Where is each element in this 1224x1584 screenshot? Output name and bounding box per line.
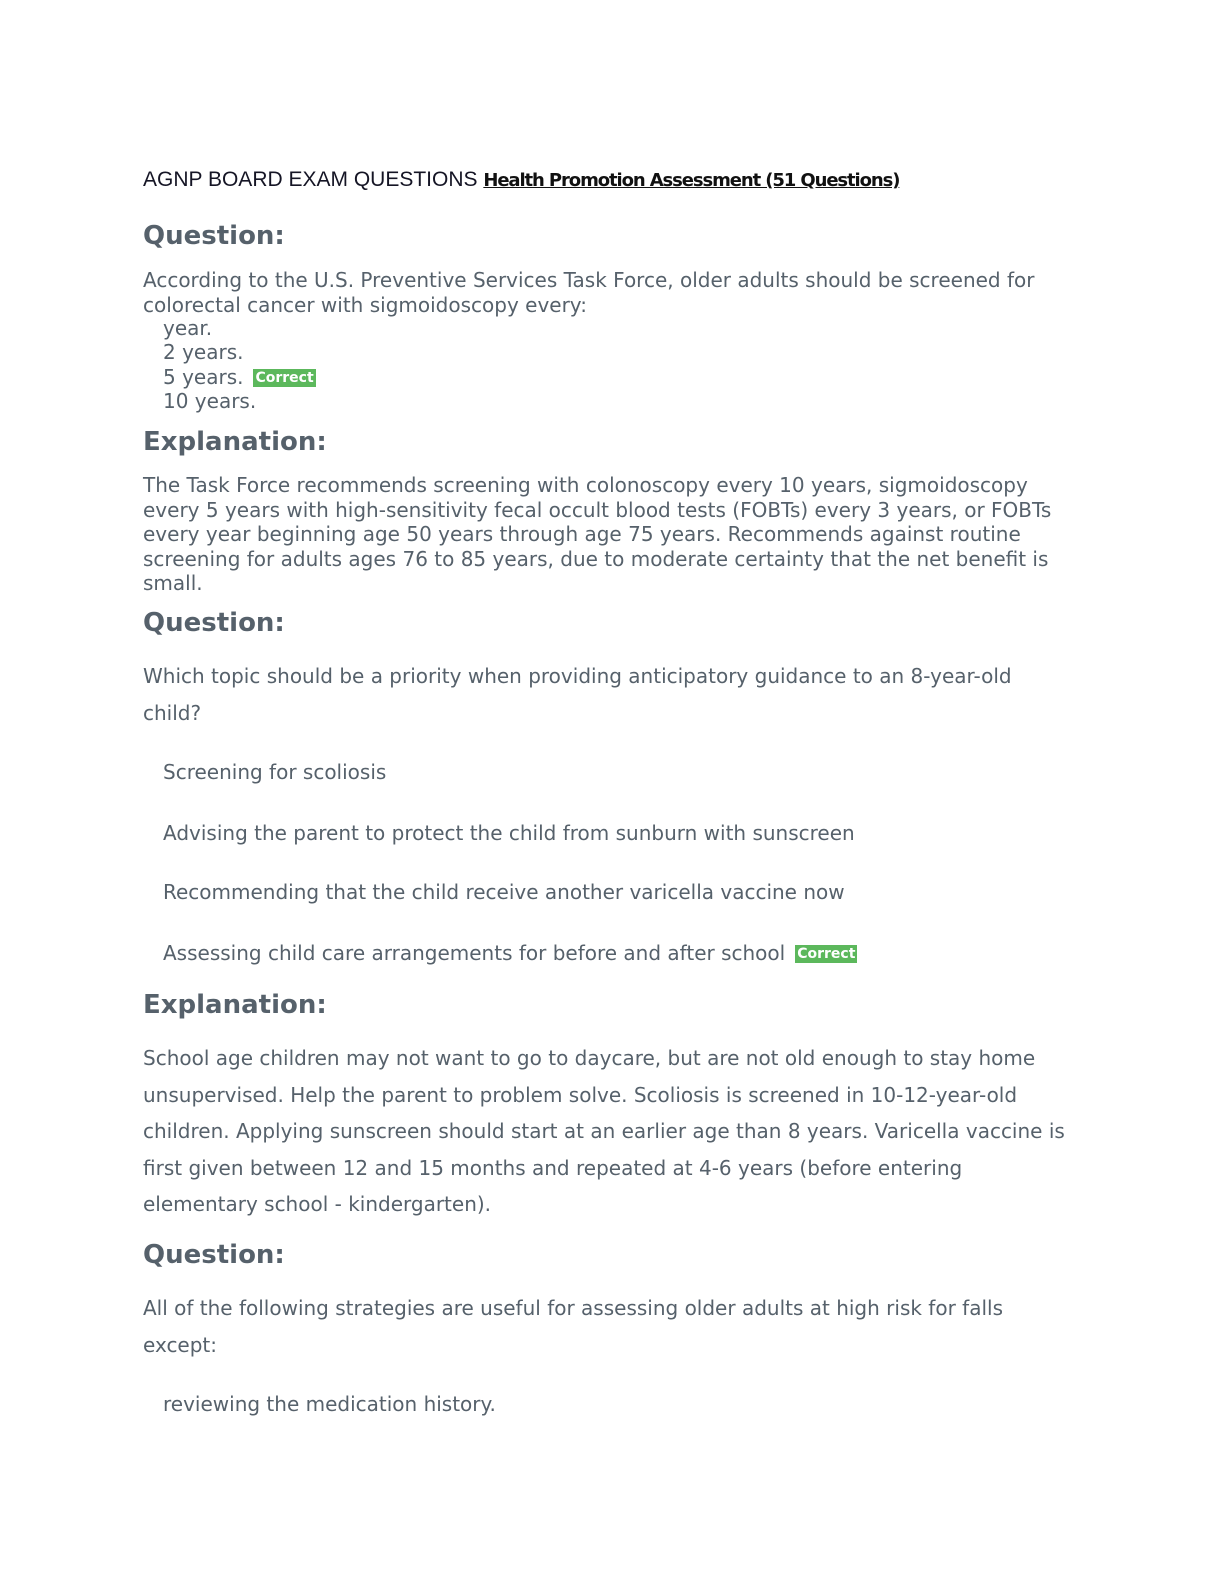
correct-badge: Correct [797, 946, 856, 962]
answer-option-correct: 5 years. Correct [163, 365, 314, 389]
answer-option: Screening for scoliosis [163, 760, 387, 784]
title-main: AGNP BOARD EXAM QUESTIONS [143, 168, 478, 191]
answer-option: 10 years. [163, 389, 257, 413]
explanation-heading: Explanation: [143, 427, 327, 457]
question-text: According to the U.S. Preventive Services Task Force, older adults should be screened for colorectal cancer with sigmoidoscopy every: [143, 268, 1035, 317]
answer-option: 2 years. [163, 340, 244, 364]
document-title [143, 168, 899, 192]
explanation-heading: Explanation: [143, 990, 327, 1020]
correct-badge: Correct [255, 370, 314, 386]
explanation-text: School age children may not want to go to daycare, but are not old enough to stay home unsupervised. Help the parent to problem solve. Scoliosis is screened in 10-12-year-old children. Applying sunscreen should start at an earlier age than 8 years. Varicella vaccine is first given between 12 and 15 months and repeated at 4-6 years (before entering elementary school - kindergarten). [143, 1046, 1065, 1216]
question-heading: Question: [143, 608, 285, 638]
answer-option: Recommending that the child receive another varicella vaccine now [163, 880, 845, 904]
title-subtitle: Health Promotion Assessment (51 Questions) [483, 170, 900, 191]
question-text: Which topic should be a priority when providing anticipatory guidance to an 8-year-old child? [143, 664, 1012, 725]
answer-option: reviewing the medication history. [163, 1392, 496, 1416]
question-heading: Question: [143, 221, 285, 251]
answer-option-correct: Assessing child care arrangements for before and after school Correct [163, 941, 856, 965]
question-heading: Question: [143, 1240, 285, 1270]
answer-option: year. [163, 316, 213, 340]
answer-option: Advising the parent to protect the child from sunburn with sunscreen [163, 821, 855, 845]
explanation-text: The Task Force recommends screening with colonoscopy every 10 years, sigmoidoscopy every 5 years with high-sensitivity fecal occult blood tests (FOBTs) every 3 years, or FOBTs every year beginning age 50 years through age 75 years. Recommends against routine screening for adults ages 76 to 85 years, due to moderate certainty that the net benefit is small. [143, 473, 1052, 595]
question-text: All of the following strategies are useful for assessing older adults at high risk for falls except: [143, 1296, 1003, 1357]
